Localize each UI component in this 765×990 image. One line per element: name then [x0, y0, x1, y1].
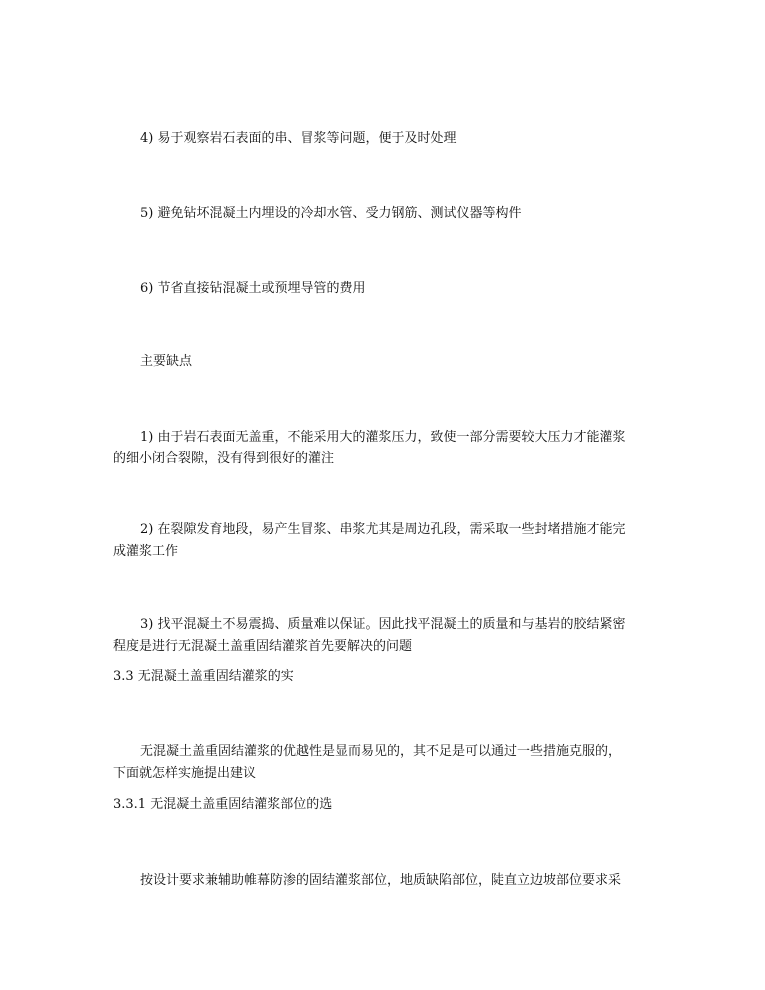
- section-heading-3-3: 3.3 无混凝土盖重固结灌浆的实: [113, 669, 294, 684]
- disadvantage-item-3-line-1: 3) 找平混凝土不易震捣、质量难以保证。因此找平混凝土的质量和与基岩的胶结紧密: [140, 617, 626, 632]
- advantage-item-5: 5) 避免钻坏混凝土内埋设的冷却水管、受力钢筋、测试仪器等构件: [140, 206, 522, 221]
- advantage-item-6: 6) 节省直接钻混凝土或预埋导管的费用: [140, 281, 366, 296]
- section-3-3-paragraph-line-1: 无混凝土盖重固结灌浆的优越性是显而易见的，其不足是可以通过一些措施克服的，: [140, 744, 622, 759]
- advantage-item-4: 4) 易于观察岩石表面的串、冒浆等问题，便于及时处理: [140, 131, 457, 146]
- disadvantage-item-1-line-2: 的细小闭合裂隙，没有得到很好的灌注: [113, 451, 335, 466]
- section-heading-3-3-1: 3.3.1 无混凝土盖重固结灌浆部位的选: [113, 797, 333, 812]
- section-3-3-1-paragraph-line-1: 按设计要求兼辅助帷幕防渗的固结灌浆部位，地质缺陷部位，陡直立边坡部位要求采: [140, 873, 622, 888]
- disadvantage-item-3-line-2: 程度是进行无混凝土盖重固结灌浆首先要解决的问题: [113, 639, 413, 654]
- disadvantage-item-2-line-2: 成灌浆工作: [113, 544, 179, 559]
- disadvantage-item-1-line-1: 1) 由于岩石表面无盖重，不能采用大的灌浆压力，致使一部分需要较大压力才能灌浆: [140, 430, 626, 445]
- disadvantage-item-2-line-1: 2) 在裂隙发育地段，易产生冒浆、串浆尤其是周边孔段，需采取一些封堵措施才能完: [140, 522, 626, 537]
- section-3-3-paragraph-line-2: 下面就怎样实施提出建议: [113, 766, 257, 781]
- disadvantages-heading: 主要缺点: [140, 354, 193, 369]
